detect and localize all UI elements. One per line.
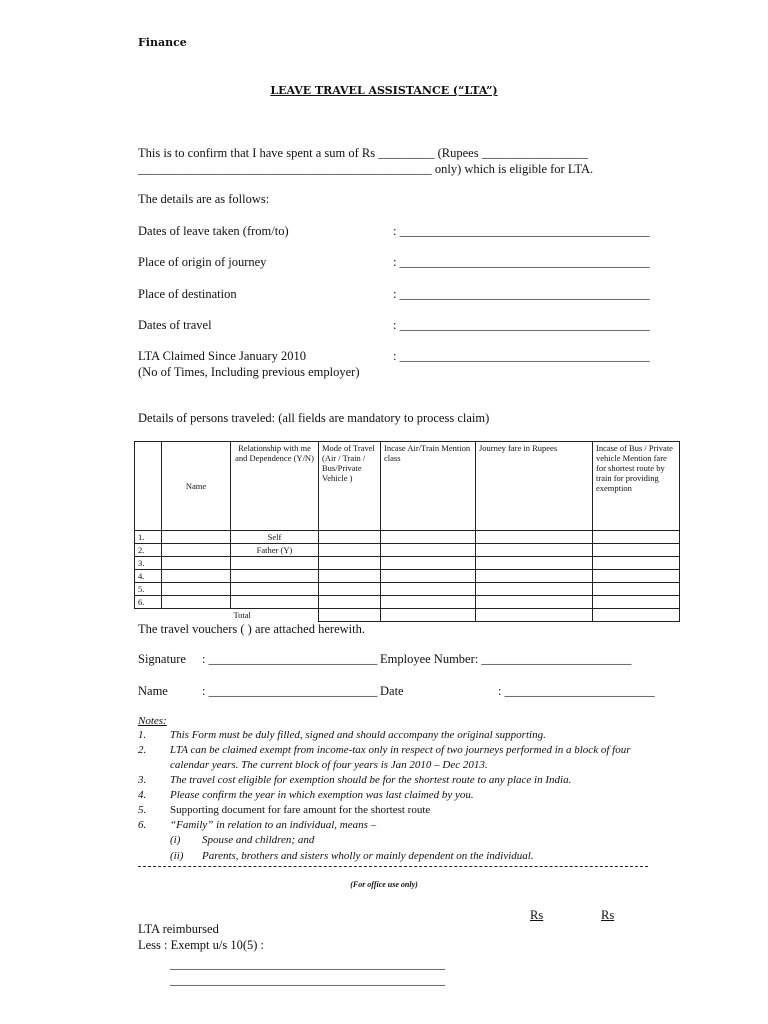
shortest-fare-cell[interactable] bbox=[593, 557, 680, 570]
fare-cell[interactable] bbox=[476, 557, 593, 570]
persons-table bbox=[134, 441, 680, 622]
date-field[interactable]: : ________________________ bbox=[498, 684, 655, 698]
relationship-cell[interactable] bbox=[231, 583, 319, 596]
header-serial bbox=[135, 442, 162, 531]
header-shortest-fare: Incase of Bus / Private vehicle Mention fare for shortest route by train for providing exemption bbox=[593, 442, 680, 531]
office-blank-line[interactable]: ____________________________________________ bbox=[170, 973, 445, 987]
mode-cell[interactable] bbox=[319, 570, 381, 583]
note-text-continued: calendar years. The current block of four years is Jan 2010 – Dec 2013. bbox=[170, 759, 488, 771]
field-label-lta-claimed-note: (No of Times, Including previous employer) bbox=[138, 365, 360, 379]
shortest-fare-cell[interactable] bbox=[593, 583, 680, 596]
class-cell[interactable] bbox=[381, 531, 476, 544]
name-cell[interactable] bbox=[162, 544, 231, 557]
signature-field[interactable]: : ___________________________ bbox=[202, 652, 378, 666]
fare-cell[interactable] bbox=[476, 583, 593, 596]
note-number: 3. bbox=[138, 774, 147, 786]
header-fare: Journey fare in Rupees bbox=[476, 442, 593, 531]
fare-cell[interactable] bbox=[476, 596, 593, 609]
shortest-fare-cell[interactable] bbox=[593, 596, 680, 609]
table-row bbox=[135, 583, 680, 596]
mode-cell[interactable] bbox=[319, 544, 381, 557]
row-number: 6. bbox=[135, 596, 162, 609]
office-use-label: (For office use only) bbox=[350, 880, 418, 889]
row-number: 1. bbox=[135, 531, 162, 544]
total-spacer bbox=[135, 609, 162, 622]
employee-number-field[interactable]: Employee Number: ________________________ bbox=[380, 652, 632, 666]
notes-title: Notes: bbox=[138, 715, 167, 727]
name-cell[interactable] bbox=[162, 570, 231, 583]
note-text: This Form must be duly filled, signed and should accompany the original supporting. bbox=[170, 729, 546, 741]
mode-cell[interactable] bbox=[319, 583, 381, 596]
office-blank-line[interactable]: ____________________________________________ bbox=[170, 957, 445, 971]
office-rs-column-1: Rs bbox=[530, 908, 544, 922]
note-number: 4. bbox=[138, 789, 147, 801]
row-number: 3. bbox=[135, 557, 162, 570]
relationship-cell[interactable] bbox=[231, 557, 319, 570]
field-blank-origin[interactable]: : ________________________________________ bbox=[393, 255, 650, 269]
class-cell[interactable] bbox=[381, 596, 476, 609]
shortest-fare-cell[interactable] bbox=[593, 544, 680, 557]
shortest-fare-cell[interactable] bbox=[593, 531, 680, 544]
relationship-cell[interactable] bbox=[231, 596, 319, 609]
table-header-row bbox=[135, 442, 680, 531]
table-row bbox=[135, 544, 680, 557]
field-blank-travel-dates[interactable]: : ________________________________________ bbox=[393, 318, 650, 332]
table-row bbox=[135, 531, 680, 544]
office-divider bbox=[138, 866, 648, 867]
exempt-label: Less : Exempt u/s 10(5) : bbox=[138, 938, 265, 952]
note-number: 1. bbox=[138, 729, 147, 741]
signature-label: Signature bbox=[138, 652, 186, 666]
form-title: LEAVE TRAVEL ASSISTANCE (“LTA”) bbox=[270, 84, 498, 97]
note-text: “Family” in relation to an individual, means – bbox=[170, 819, 377, 831]
relationship-cell[interactable] bbox=[231, 570, 319, 583]
note-number: 6. bbox=[138, 819, 147, 831]
total-mode-cell[interactable] bbox=[319, 609, 381, 622]
total-spacer bbox=[162, 609, 231, 622]
relationship-cell[interactable]: Father (Y) bbox=[231, 544, 319, 557]
name-cell[interactable] bbox=[162, 531, 231, 544]
intro-line-2: _______________________________________________ only) which is eligible for LTA. bbox=[138, 162, 594, 176]
name-cell[interactable] bbox=[162, 557, 231, 570]
field-blank-lta-claimed[interactable]: : ________________________________________ bbox=[393, 349, 650, 363]
persons-heading: Details of persons traveled: (all fields are mandatory to process claim) bbox=[138, 411, 490, 425]
relationship-cell[interactable]: Self bbox=[231, 531, 319, 544]
field-blank-destination[interactable]: : ________________________________________ bbox=[393, 287, 650, 301]
vouchers-statement: The travel vouchers ( ) are attached herewith. bbox=[138, 622, 365, 636]
field-label-destination: Place of destination bbox=[138, 287, 237, 301]
field-label-lta-claimed: LTA Claimed Since January 2010 bbox=[138, 349, 306, 363]
note-text: The travel cost eligible for exemption should be for the shortest route to any place in India. bbox=[170, 774, 572, 786]
mode-cell[interactable] bbox=[319, 596, 381, 609]
field-label-travel-dates: Dates of travel bbox=[138, 318, 212, 332]
total-shortest-fare-cell[interactable] bbox=[593, 609, 680, 622]
table-row bbox=[135, 570, 680, 583]
department-label: Finance bbox=[138, 36, 187, 49]
name-cell[interactable] bbox=[162, 583, 231, 596]
mode-cell[interactable] bbox=[319, 557, 381, 570]
name-label: Name bbox=[138, 684, 168, 698]
note-text: Please confirm the year in which exemption was last claimed by you. bbox=[170, 789, 474, 801]
note-text: Supporting document for fare amount for the shortest route bbox=[170, 804, 431, 816]
table-total-row bbox=[135, 609, 680, 622]
field-label-leave-dates: Dates of leave taken (from/to) bbox=[138, 224, 289, 238]
mode-cell[interactable] bbox=[319, 531, 381, 544]
sub-note-number: (i) bbox=[170, 834, 181, 846]
header-relationship: Relationship with me and Dependence (Y/N) bbox=[231, 442, 319, 531]
office-rs-column-2: Rs bbox=[601, 908, 615, 922]
field-label-origin: Place of origin of journey bbox=[138, 255, 267, 269]
total-fare-cell[interactable] bbox=[476, 609, 593, 622]
header-name: Name bbox=[162, 442, 231, 531]
lta-reimbursed-label: LTA reimbursed bbox=[138, 922, 219, 936]
table-row bbox=[135, 596, 680, 609]
total-class-cell[interactable] bbox=[381, 609, 476, 622]
row-number: 5. bbox=[135, 583, 162, 596]
name-cell[interactable] bbox=[162, 596, 231, 609]
note-number: 5. bbox=[138, 804, 147, 816]
intro-line-1: This is to confirm that I have spent a sum of Rs _________ (Rupees _________________ bbox=[138, 146, 588, 160]
sub-note-text: Parents, brothers and sisters wholly or mainly dependent on the individual. bbox=[202, 850, 534, 862]
total-label: Total bbox=[233, 610, 251, 620]
fare-cell[interactable] bbox=[476, 570, 593, 583]
details-heading: The details are as follows: bbox=[138, 192, 270, 206]
note-number: 2. bbox=[138, 744, 147, 756]
note-text: LTA can be claimed exempt from income-tax only in respect of two journeys performed in a block of four bbox=[170, 744, 631, 756]
class-cell[interactable] bbox=[381, 583, 476, 596]
class-cell[interactable] bbox=[381, 570, 476, 583]
fare-cell[interactable] bbox=[476, 531, 593, 544]
shortest-fare-cell[interactable] bbox=[593, 570, 680, 583]
class-cell[interactable] bbox=[381, 544, 476, 557]
date-label: Date bbox=[380, 684, 404, 698]
row-number: 2. bbox=[135, 544, 162, 557]
header-mode: Mode of Travel (Air / Train / Bus/Private Vehicle ) bbox=[319, 442, 381, 531]
table-row bbox=[135, 557, 680, 570]
header-class: Incase Air/Train Mention class bbox=[381, 442, 476, 531]
fare-cell[interactable] bbox=[476, 544, 593, 557]
class-cell[interactable] bbox=[381, 557, 476, 570]
sub-note-number: (ii) bbox=[170, 850, 184, 862]
row-number: 4. bbox=[135, 570, 162, 583]
name-field[interactable]: : ___________________________ bbox=[202, 684, 378, 698]
field-blank-leave-dates[interactable]: : ________________________________________ bbox=[393, 224, 650, 238]
sub-note-text: Spouse and children; and bbox=[202, 834, 315, 846]
